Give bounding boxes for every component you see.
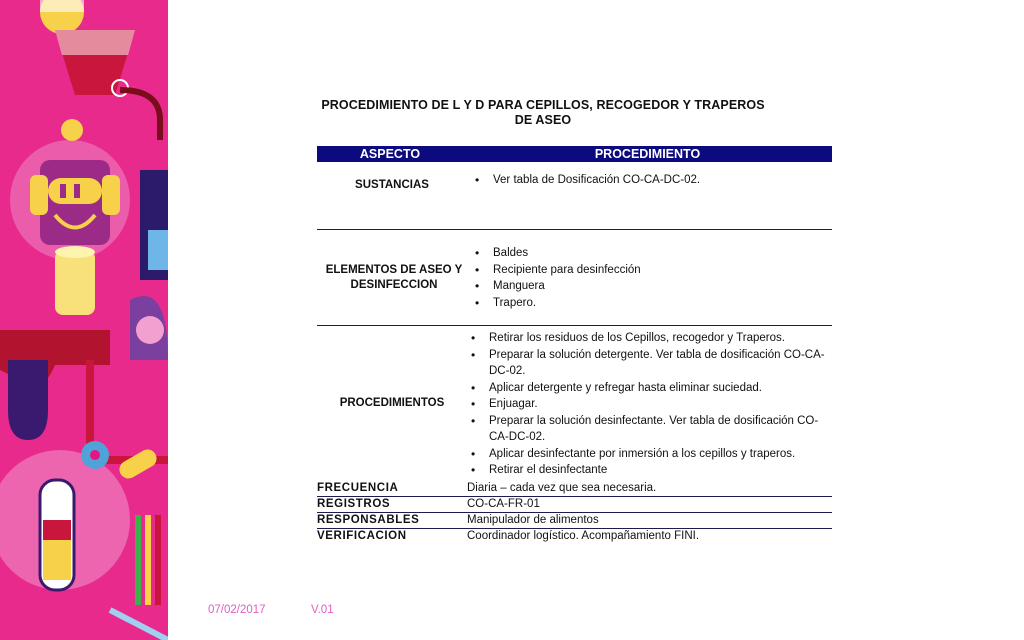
row-value: Manipulador de alimentos (467, 514, 599, 526)
list-item: • Preparar la solución desinfectante. Ver tabla de dosificación CO-CA-DC-02. (489, 413, 828, 446)
row-frecuencia (317, 481, 832, 497)
row-label: RESPONSABLES (317, 514, 420, 526)
row-responsables (317, 513, 832, 529)
row-label: VERIFICACION (317, 530, 407, 542)
row-aspect-label: PROCEDIMIENTOS (339, 397, 445, 409)
row-verificacion (317, 529, 832, 544)
row-value: CO-CA-FR-01 (467, 498, 540, 510)
row-aspect-label: ELEMENTOS DE ASEO Y DESINFECCION (325, 263, 463, 291)
list-item: • Retirar los residuos de los Cepillos, recogedor y Traperos. (489, 330, 828, 347)
footer-version: V.01 (311, 604, 334, 616)
list-item: • Ver tabla de Dosificación CO-CA-DC-02. (493, 172, 832, 189)
list-item: • Aplicar detergente y refregar hasta eliminar suciedad. (489, 380, 828, 397)
footer-date: 07/02/2017 (208, 604, 266, 616)
header-aspecto: ASPECTO (359, 147, 421, 161)
header-procedimiento: PROCEDIMIENTO (594, 147, 701, 161)
row-label: FRECUENCIA (317, 482, 399, 494)
page-title: PROCEDIMIENTO DE L Y D PARA CEPILLOS, RECOGEDOR Y TRAPEROS DE ASEO (321, 98, 765, 127)
list-item: • Trapero. (493, 295, 832, 312)
decorative-sidebar (0, 0, 168, 640)
row-value: Diaria – cada vez que sea necesaria. (467, 482, 657, 494)
list-item: • Baldes (493, 245, 832, 262)
robot-illustration (0, 0, 168, 640)
list-item: • Preparar la solución detergente. Ver tabla de dosificación CO-CA-DC-02. (489, 347, 828, 380)
list-item: • Retirar el desinfectante (489, 462, 828, 479)
list-item: • Enjuagar. (489, 396, 828, 413)
list-item: • Recipiente para desinfección (493, 262, 832, 279)
row-value: Coordinador logístico. Acompañamiento FINI. (467, 530, 700, 542)
table-header (317, 146, 832, 162)
row-label: REGISTROS (317, 498, 391, 510)
list-item: • Aplicar desinfectante por inmersión a los cepillos y traperos. (489, 446, 828, 463)
list-item: • Manguera (493, 278, 832, 295)
row-sustancias (317, 162, 832, 230)
row-elementos (317, 230, 832, 326)
row-aspect-label: SUSTANCIAS (355, 179, 429, 191)
row-procedimientos (317, 326, 832, 481)
procedure-table (317, 146, 832, 544)
row-registros (317, 497, 832, 513)
